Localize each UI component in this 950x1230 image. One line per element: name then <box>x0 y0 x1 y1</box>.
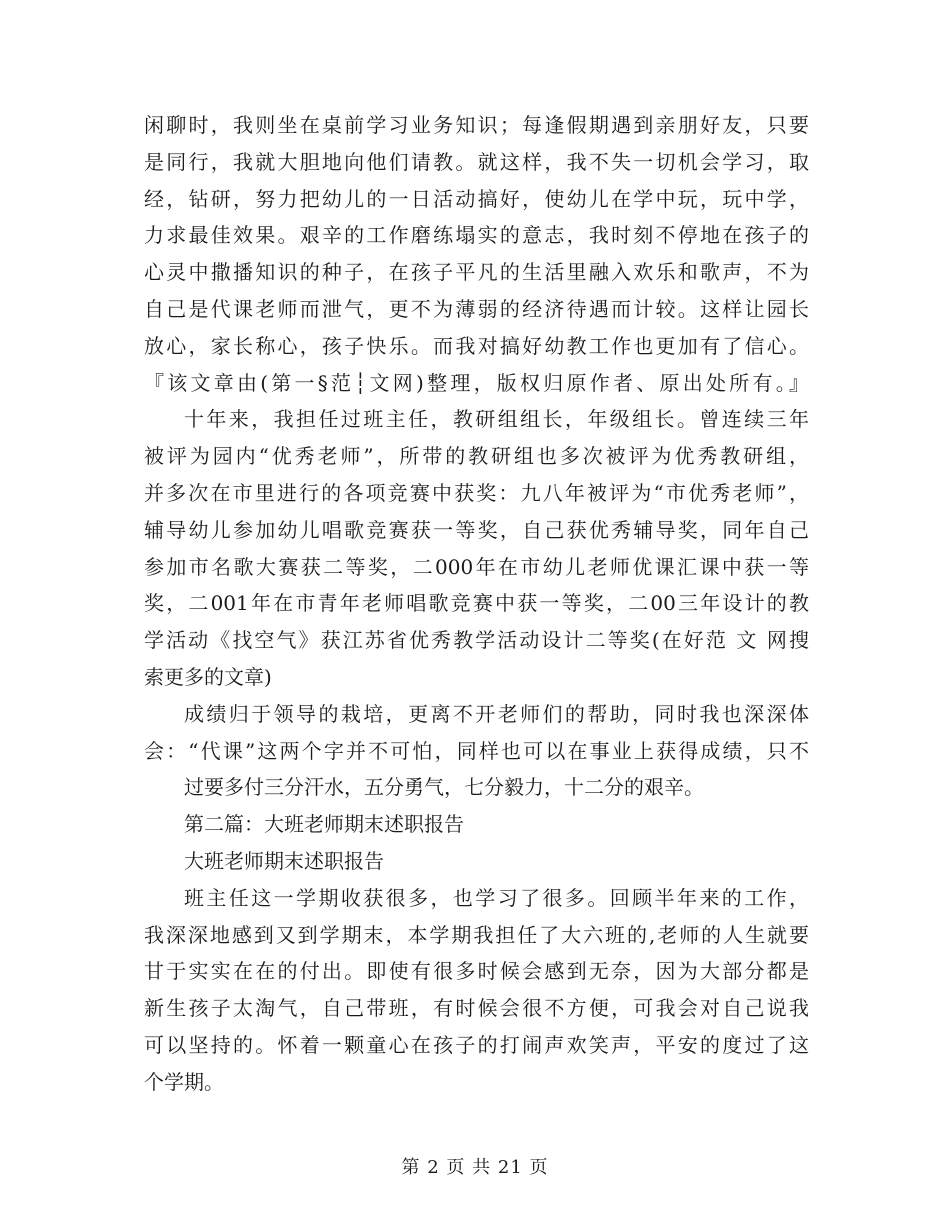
report-title: 大班老师期末述职报告 <box>184 848 384 873</box>
paragraph-start-line: 十年来，我担任过班主任，教研组组长，年级组长。曾连续三年 <box>184 407 809 432</box>
footer-suffix: 页 <box>529 1157 549 1178</box>
body-line: 是同行，我就大胆地向他们请教。就这样，我不失一切机会学习，取 <box>144 149 809 174</box>
body-line: 甘于实实在在的付出。即使有很多时候会感到无奈，因为大部分都是 <box>144 959 809 984</box>
body-line: 闲聊时，我则坐在桌前学习业务知识；每逢假期遇到亲朋好友，只要 <box>144 113 809 137</box>
body-line: 会：“代课”这两个字并不可怕，同样也可以在事业上获得成绩，只不 <box>144 738 809 763</box>
body-line: 并多次在市里进行的各项竞赛中获奖：九八年被评为“市优秀老师”， <box>144 480 809 505</box>
body-line: 经，钻研，努力把幼儿的一日活动搞好，使幼儿在学中玩，玩中学， <box>144 186 809 211</box>
body-line: 力求最佳效果。艰辛的工作磨练塌实的意志，我时刻不停地在孩子的 <box>144 223 809 248</box>
section-heading: 第二篇：大班老师期末述职报告 <box>184 812 464 837</box>
footer-page-number: 2 <box>427 1157 440 1178</box>
body-line: 自己是代课老师而泄气，更不为薄弱的经济待遇而计较。这样让园长 <box>144 296 809 321</box>
body-line: 心灵中撒播知识的种子，在孩子平凡的生活里融入欢乐和歌声，不为 <box>144 260 809 285</box>
footer-middle: 页 共 <box>446 1157 492 1178</box>
body-line: 我深深地感到又到学期末，本学期我担任了大六班的,老师的人生就要 <box>144 922 809 947</box>
body-line: 参加市名歌大赛获二等奖，二000年在市幼儿老师优课汇课中获一等 <box>144 554 809 579</box>
body-line: 放心，家长称心，孩子快乐。而我对搞好幼教工作也更加有了信心。 <box>144 333 809 358</box>
body-line: 奖，二001年在市青年老师唱歌竞赛中获一等奖，二00三年设计的教 <box>144 591 809 616</box>
footer-total-pages: 21 <box>497 1157 523 1178</box>
paragraph-start-line: 班主任这一学期收获很多，也学习了很多。回顾半年来的工作， <box>184 885 809 910</box>
footer-prefix: 第 <box>401 1157 421 1178</box>
body-line: 学活动《找空气》获江苏省优秀教学活动设计二等奖(在好范 文 网搜 <box>144 628 809 653</box>
body-line-last: 过要多付三分汗水，五分勇气，七分毅力，十二分的艰辛。 <box>184 775 704 800</box>
body-line: 可以坚持的。怀着一颗童心在孩子的打闹声欢笑声，平安的度过了这 <box>144 1032 809 1057</box>
paragraph-start-line: 成绩归于领导的栽培，更离不开老师们的帮助，同时我也深深体 <box>184 701 809 726</box>
body-line-last: 个学期。 <box>144 1069 224 1094</box>
body-line-last: 索更多的文章) <box>144 664 272 689</box>
body-line: 『该文章由(第一§范┆文网)整理，版权归原作者、原出处所有。』 <box>144 370 809 395</box>
body-line: 辅导幼儿参加幼儿唱歌竞赛获一等奖，自己获优秀辅导奖，同年自己 <box>144 517 809 542</box>
body-line: 被评为园内“优秀老师”，所带的教研组也多次被评为优秀教研组， <box>144 444 809 469</box>
body-line: 新生孩子太淘气，自己带班，有时候会很不方便，可我会对自己说我 <box>144 996 809 1021</box>
body-text <box>144 107 809 1101</box>
page-footer <box>0 1153 950 1179</box>
